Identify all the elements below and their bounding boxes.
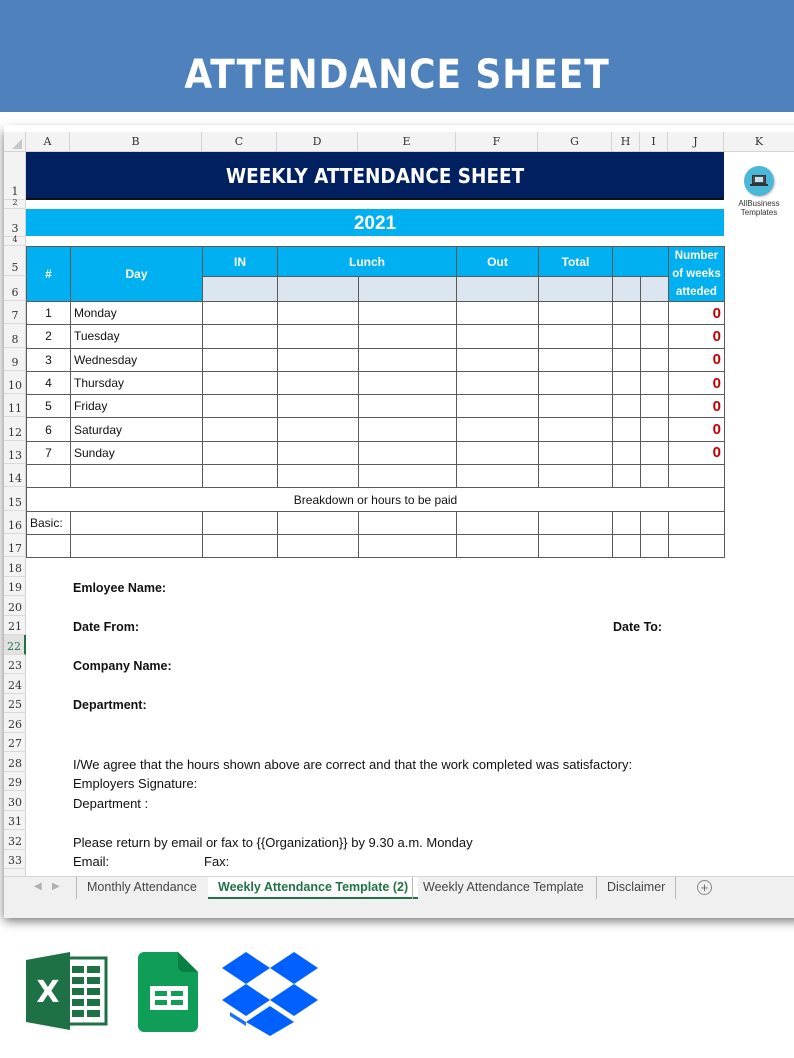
table-row [27, 302, 725, 325]
cell[interactable] [669, 534, 725, 557]
sheet-title-bar[interactable] [26, 152, 724, 200]
select-all-corner[interactable] [4, 132, 26, 152]
year: 2021 [353, 213, 397, 234]
tab-scroll-left-icon[interactable]: ◀ [34, 881, 42, 892]
cell[interactable] [613, 371, 641, 394]
cell[interactable] [457, 395, 539, 418]
cell[interactable] [613, 465, 641, 488]
table-row [27, 418, 725, 441]
col-header-d[interactable]: D [277, 132, 358, 152]
table-row [27, 534, 725, 557]
department-label[interactable]: Department: [73, 698, 147, 712]
cell[interactable] [71, 465, 203, 488]
table-row [27, 488, 725, 511]
excel-icon [24, 950, 108, 1032]
cell[interactable] [203, 371, 278, 394]
header-lunch[interactable]: Lunch [278, 247, 457, 277]
cell[interactable] [641, 418, 669, 441]
cell-day[interactable]: Tuesday [71, 325, 203, 348]
cell[interactable] [613, 325, 641, 348]
row-header[interactable]: 16 [4, 511, 26, 534]
table-row [27, 511, 725, 534]
cell[interactable] [359, 348, 457, 371]
row-header[interactable]: 20 [4, 596, 26, 616]
header-blank[interactable] [613, 247, 669, 277]
row-header[interactable]: 8 [4, 324, 26, 347]
header-total[interactable]: Total [539, 247, 613, 277]
cell[interactable] [203, 348, 278, 371]
cell[interactable] [278, 534, 359, 557]
row-header[interactable]: 1 [4, 152, 26, 200]
row-header[interactable]: 3 [4, 209, 26, 237]
table-row [27, 325, 725, 348]
cell[interactable] [359, 277, 457, 302]
cell[interactable] [27, 534, 71, 557]
cell[interactable] [539, 441, 613, 464]
row-headers [4, 152, 26, 892]
cell[interactable] [641, 302, 669, 325]
company-name-label[interactable]: Company Name: [73, 659, 172, 673]
table-row [27, 371, 725, 394]
cell[interactable] [278, 302, 359, 325]
cell[interactable] [278, 441, 359, 464]
google-sheets-icon [138, 950, 200, 1034]
sheet-title: WEEKLY ATTENDANCE SHEET [225, 164, 525, 188]
row-header[interactable]: 29 [4, 772, 26, 792]
spreadsheet [4, 128, 794, 918]
attendance-table [26, 246, 725, 558]
cell[interactable] [278, 395, 359, 418]
logo-text: AllBusiness Templates [738, 199, 780, 217]
col-header-h[interactable]: H [612, 132, 640, 152]
cell[interactable] [539, 465, 613, 488]
cell[interactable] [539, 348, 613, 371]
cell-day[interactable]: Thursday [71, 371, 203, 394]
cell-num[interactable]: 5 [27, 395, 71, 418]
cell[interactable] [71, 534, 203, 557]
row-header[interactable]: 5 [4, 246, 26, 276]
cell[interactable] [641, 277, 669, 302]
cell[interactable] [457, 511, 539, 534]
cell[interactable] [203, 534, 278, 557]
cell[interactable] [641, 465, 669, 488]
cell[interactable] [539, 371, 613, 394]
cell[interactable] [359, 441, 457, 464]
cell[interactable] [457, 441, 539, 464]
cell[interactable] [457, 325, 539, 348]
cell[interactable] [613, 277, 641, 302]
cell[interactable] [669, 511, 725, 534]
cell[interactable] [669, 465, 725, 488]
row-header[interactable]: 13 [4, 441, 26, 464]
banner [0, 0, 794, 112]
row-header[interactable]: 33 [4, 850, 26, 870]
dropbox-icon [222, 950, 318, 1038]
row-header[interactable]: 30 [4, 791, 26, 811]
agreement-text[interactable]: I/We agree that the hours shown above are correct and that the work completed was satisfactory: [73, 757, 633, 772]
allbusiness-logo[interactable] [736, 166, 782, 217]
cell-weeks[interactable]: 0 [669, 302, 725, 325]
breakdown-note[interactable]: Breakdown or hours to be paid [27, 488, 725, 511]
header-num[interactable]: # [27, 247, 71, 302]
cell[interactable] [359, 395, 457, 418]
col-header-e[interactable]: E [358, 132, 456, 152]
cell[interactable] [359, 325, 457, 348]
cell[interactable] [539, 534, 613, 557]
cell-weeks[interactable]: 0 [669, 348, 725, 371]
col-header-j[interactable]: J [668, 132, 724, 152]
row-header[interactable]: 28 [4, 752, 26, 772]
table-row [27, 348, 725, 371]
cell[interactable] [278, 418, 359, 441]
row-header[interactable]: 10 [4, 371, 26, 394]
cell[interactable] [457, 418, 539, 441]
cell-weeks[interactable]: 0 [669, 441, 725, 464]
cell-weeks[interactable]: 0 [669, 395, 725, 418]
row-header[interactable]: 6 [4, 276, 26, 301]
col-header-g[interactable]: G [538, 132, 612, 152]
department-label-2[interactable]: Department : [73, 796, 149, 811]
col-header-f[interactable]: F [456, 132, 538, 152]
row-header[interactable]: 7 [4, 301, 26, 324]
cell[interactable] [359, 371, 457, 394]
cell[interactable] [539, 511, 613, 534]
row-header[interactable]: 27 [4, 733, 26, 753]
header-day[interactable]: Day [71, 247, 203, 302]
cell[interactable] [457, 465, 539, 488]
cell-weeks[interactable]: 0 [669, 418, 725, 441]
cell[interactable] [203, 325, 278, 348]
cell[interactable] [613, 395, 641, 418]
cell[interactable] [203, 302, 278, 325]
cell[interactable] [641, 441, 669, 464]
fax-label[interactable]: Fax: [204, 854, 230, 869]
cell[interactable] [641, 511, 669, 534]
cell[interactable] [613, 441, 641, 464]
sheet-tab-bar [4, 876, 794, 900]
cell[interactable] [203, 418, 278, 441]
row-header[interactable]: 31 [4, 811, 26, 831]
col-header-b[interactable]: B [70, 132, 202, 152]
col-header-c[interactable]: C [202, 132, 277, 152]
cell-num[interactable]: 2 [27, 325, 71, 348]
cell[interactable] [203, 277, 278, 302]
row-header[interactable]: 11 [4, 394, 26, 417]
cell[interactable] [71, 511, 203, 534]
cell[interactable] [641, 395, 669, 418]
tab-monthly-attendance[interactable]: Monthly Attendance [76, 877, 207, 899]
cell[interactable] [613, 418, 641, 441]
header-weeks-attended[interactable]: Number of weeks atteded [669, 247, 725, 302]
year-bar[interactable] [26, 209, 724, 236]
cell[interactable] [641, 371, 669, 394]
laptop-icon [744, 166, 774, 196]
cell-day[interactable]: Sunday [71, 441, 203, 464]
cell[interactable] [278, 348, 359, 371]
cell-num[interactable]: 7 [27, 441, 71, 464]
cell-num[interactable]: 3 [27, 348, 71, 371]
cell[interactable] [278, 511, 359, 534]
table-row [27, 465, 725, 488]
row-header[interactable]: 32 [4, 830, 26, 850]
svg-text:X: X [36, 975, 60, 1010]
row-header[interactable]: 21 [4, 616, 26, 636]
cell[interactable] [203, 441, 278, 464]
cell[interactable] [641, 534, 669, 557]
row-header[interactable]: 12 [4, 418, 26, 441]
email-label[interactable]: Email: [73, 854, 110, 869]
tab-weekly-attendance-template[interactable]: Weekly Attendance Template [412, 877, 594, 899]
cell[interactable] [359, 465, 457, 488]
cell[interactable] [203, 465, 278, 488]
tab-scroll-right-icon[interactable]: ▶ [52, 881, 60, 892]
tab-disclaimer[interactable]: Disclaimer [596, 877, 676, 899]
cell[interactable] [539, 277, 613, 302]
status-bar [4, 900, 794, 918]
cell-day[interactable]: Wednesday [71, 348, 203, 371]
table-row [27, 441, 725, 464]
col-header-k[interactable]: K [754, 135, 764, 148]
row-header[interactable]: 4 [4, 237, 26, 246]
cell[interactable] [278, 371, 359, 394]
add-sheet-icon[interactable]: + [697, 880, 712, 895]
cell[interactable] [613, 534, 641, 557]
cell[interactable] [27, 465, 71, 488]
date-from-label[interactable]: Date From: [73, 620, 139, 634]
row-header[interactable]: 17 [4, 534, 26, 557]
row-header[interactable]: 2 [4, 200, 26, 209]
employer-signature-label[interactable]: Employers Signature: [73, 776, 198, 791]
table-row [27, 395, 725, 418]
cell[interactable] [278, 325, 359, 348]
row-header[interactable]: 14 [4, 464, 26, 487]
employee-name-label[interactable]: Emloyee Name: [73, 581, 167, 595]
row-header[interactable]: 23 [4, 655, 26, 675]
cell[interactable] [641, 348, 669, 371]
cell-weeks[interactable]: 0 [669, 371, 725, 394]
row-header[interactable]: 25 [4, 694, 26, 714]
cell[interactable] [539, 325, 613, 348]
cell[interactable] [457, 348, 539, 371]
cell[interactable] [539, 302, 613, 325]
date-to-label[interactable]: Date To: [613, 620, 663, 634]
basic-label[interactable]: Basic: [27, 511, 71, 534]
cell[interactable] [359, 534, 457, 557]
cell-day[interactable]: Saturday [71, 418, 203, 441]
row-header[interactable]: 15 [4, 487, 26, 510]
row-header[interactable]: 9 [4, 348, 26, 371]
cell[interactable] [359, 418, 457, 441]
cell[interactable] [613, 302, 641, 325]
cell[interactable] [613, 348, 641, 371]
row-header[interactable]: 19 [4, 577, 26, 597]
banner-title: ATTENDANCE SHEET [184, 52, 610, 98]
cell-num[interactable]: 4 [27, 371, 71, 394]
column-headers [4, 132, 794, 152]
cell[interactable] [278, 465, 359, 488]
row-header[interactable]: 26 [4, 713, 26, 733]
cell[interactable] [613, 511, 641, 534]
row-header-selected[interactable]: 22 [4, 635, 26, 655]
col-header-i[interactable]: I [640, 132, 668, 152]
tab-weekly-attendance-template-2[interactable]: Weekly Attendance Template (2) [208, 877, 418, 899]
cell-num[interactable]: 6 [27, 418, 71, 441]
cell[interactable] [359, 511, 457, 534]
cell[interactable] [457, 277, 539, 302]
row-header[interactable]: 24 [4, 674, 26, 694]
cell-day[interactable]: Friday [71, 395, 203, 418]
row-header[interactable]: 18 [4, 557, 26, 577]
cell[interactable] [457, 534, 539, 557]
cell[interactable] [641, 325, 669, 348]
cell[interactable] [539, 418, 613, 441]
cell[interactable] [457, 302, 539, 325]
header-out[interactable]: Out [457, 247, 539, 277]
cell[interactable] [278, 277, 359, 302]
cell[interactable] [203, 395, 278, 418]
cell[interactable] [539, 395, 613, 418]
cell-num[interactable]: 1 [27, 302, 71, 325]
return-note[interactable]: Please return by email or fax to {{Organization}} by 9.30 a.m. Monday [73, 835, 473, 850]
col-header-a[interactable]: A [26, 132, 70, 152]
cell-weeks[interactable]: 0 [669, 325, 725, 348]
cell[interactable] [203, 511, 278, 534]
cell[interactable] [359, 302, 457, 325]
cell[interactable] [457, 371, 539, 394]
header-in[interactable]: IN [203, 247, 278, 277]
cell-day[interactable]: Monday [71, 302, 203, 325]
